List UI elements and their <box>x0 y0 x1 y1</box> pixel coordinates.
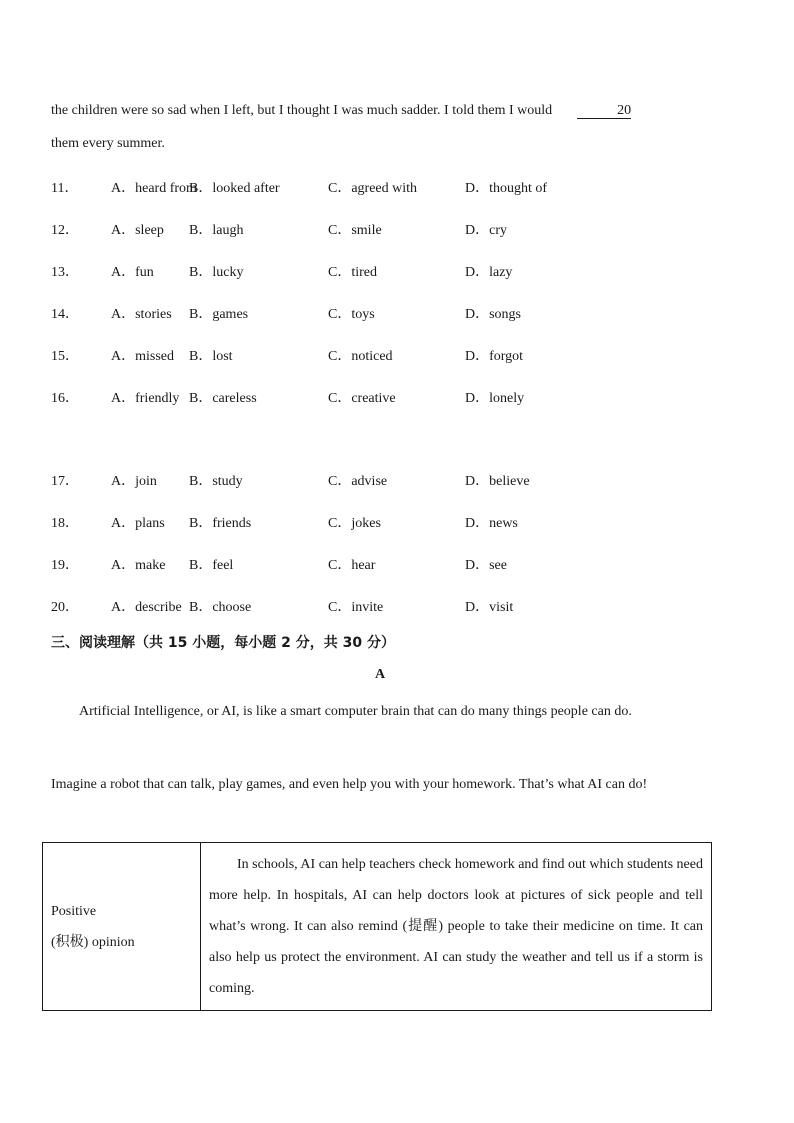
option-a: A．missed <box>111 349 174 364</box>
option-c: C．agreed with <box>328 181 418 196</box>
option-d: D．believe <box>465 474 530 489</box>
opinion-text-cell <box>201 843 712 1011</box>
option-c: C．smile <box>328 223 382 238</box>
question-number: 17． <box>51 474 79 489</box>
option-c: C．advise <box>328 474 388 489</box>
option-b: B．laugh <box>189 223 244 238</box>
option-d: D．lonely <box>465 391 525 406</box>
option-b: B．friends <box>189 516 252 531</box>
opinion-text: In schools, AI can help teachers check homework and find out which students need more help. In hospitals, AI can help doctors look at pictures of sick people and tell what’s wrong. It can also remind (提醒) people to take their medicine on time. It can also help us protect the environment. AI can study the weather and tell us if a storm is coming. <box>209 857 703 996</box>
question-row <box>51 596 651 616</box>
option-d: D．visit <box>465 600 514 615</box>
option-b: B．study <box>189 474 243 489</box>
intro-line-1 <box>51 103 631 119</box>
answer-blank-20: 20 <box>577 104 631 119</box>
question-row <box>51 261 651 281</box>
paragraph-1-text: Artificial Intelligence, or AI, is like a smart computer brain that can do many things people can do. <box>79 704 632 719</box>
option-b: B．games <box>189 307 249 322</box>
opinion-table <box>42 842 712 1011</box>
question-number: 20． <box>51 600 79 615</box>
option-c: C．invite <box>328 600 384 615</box>
question-number: 14． <box>51 307 79 322</box>
intro-line-2: them every summer. <box>51 136 165 151</box>
passage-paragraph-1 <box>51 696 708 727</box>
question-number: 16． <box>51 391 79 406</box>
question-number: 13． <box>51 265 79 280</box>
option-c: C．noticed <box>328 349 393 364</box>
question-row <box>51 303 651 323</box>
option-a: A．stories <box>111 307 172 322</box>
question-row <box>51 387 651 407</box>
question-row <box>51 219 651 239</box>
option-c: C．jokes <box>328 516 381 531</box>
opinion-label-line-1: Positive <box>51 903 97 919</box>
option-d: D．thought of <box>465 181 548 196</box>
option-b: B．choose <box>189 600 252 615</box>
option-b: B．feel <box>189 558 234 573</box>
option-a: A．describe <box>111 600 182 615</box>
option-c: C．tired <box>328 265 377 280</box>
option-c: C．creative <box>328 391 396 406</box>
option-a: A．sleep <box>111 223 164 238</box>
option-a: A．friendly <box>111 391 180 406</box>
question-number: 11． <box>51 181 79 196</box>
option-c: C．hear <box>328 558 376 573</box>
question-number: 12． <box>51 223 79 238</box>
option-a: A．make <box>111 558 166 573</box>
opinion-label-cell <box>43 843 201 1011</box>
option-c: C．toys <box>328 307 375 322</box>
question-row <box>51 345 651 365</box>
option-a: A．fun <box>111 265 154 280</box>
question-number: 18． <box>51 516 79 531</box>
intro-text: the children were so sad when I left, but I thought I was much sadder. I told them I would <box>51 103 553 118</box>
option-d: D．forgot <box>465 349 524 364</box>
option-d: D．songs <box>465 307 522 322</box>
option-b: B．looked after <box>189 181 280 196</box>
option-d: D．see <box>465 558 507 573</box>
question-number: 15． <box>51 349 79 364</box>
option-b: B．lucky <box>189 265 244 280</box>
option-d: D．lazy <box>465 265 513 280</box>
option-a: A．join <box>111 474 157 489</box>
question-number: 19． <box>51 558 79 573</box>
table-row <box>43 843 712 1011</box>
question-row <box>51 512 651 532</box>
question-row <box>51 177 651 197</box>
section-heading: 三、阅读理解（共 15 小题，每小题 2 分，共 30 分） <box>51 635 395 651</box>
option-b: B．careless <box>189 391 257 406</box>
option-a: A．heard from <box>111 181 197 196</box>
opinion-label-line-2: (积极) opinion <box>51 934 135 950</box>
option-a: A．plans <box>111 516 165 531</box>
question-row <box>51 554 651 574</box>
passage-paragraph-2: Imagine a robot that can talk, play games, and even help you with your homework. That’s what AI can do! <box>51 777 648 792</box>
option-d: D．cry <box>465 223 507 238</box>
question-row <box>51 470 651 490</box>
option-d: D．news <box>465 516 518 531</box>
option-b: B．lost <box>189 349 233 364</box>
passage-title: A <box>374 667 386 682</box>
